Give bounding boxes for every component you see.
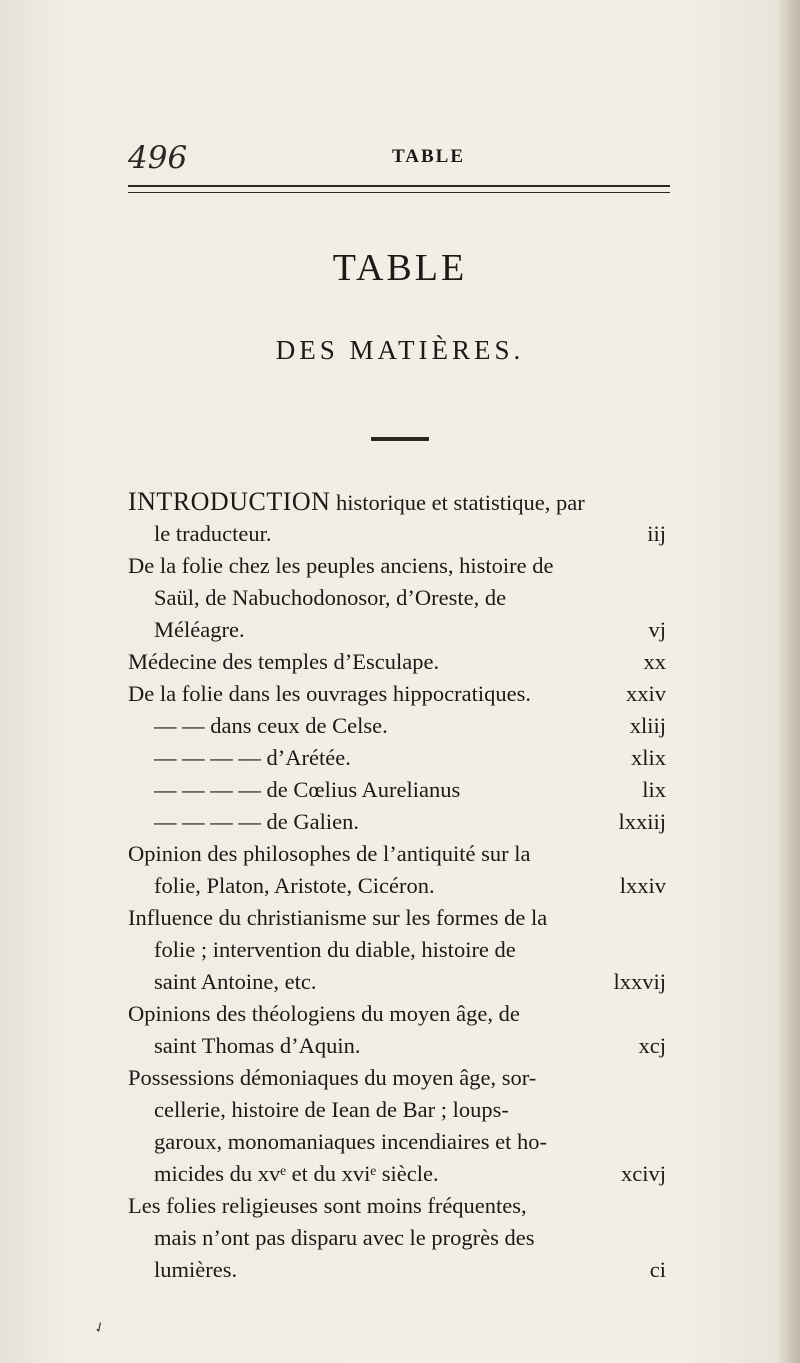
toc-entry-text: saint Thomas d’Aquin. (154, 1033, 361, 1058)
toc-entry-text: le traducteur. (154, 521, 272, 546)
toc-entry-text: — — — — d’Arétée. (154, 745, 351, 770)
toc-page-ref: lix (642, 777, 666, 802)
toc-entry (128, 742, 670, 774)
toc-entry (128, 1190, 670, 1222)
toc-entry-text: Opinion des philosophes de l’antiquité sur la (128, 841, 531, 866)
toc-entry (128, 1094, 670, 1126)
toc-entry-text: — — — — de Galien. (154, 809, 359, 834)
toc-entry-text: Médecine des temples d’Esculape. (128, 649, 440, 674)
toc-entry (128, 582, 670, 614)
table-of-contents (128, 486, 670, 1286)
toc-entry-text: De la folie chez les peuples anciens, histoire de (128, 553, 554, 578)
toc-entry-text: saint Antoine, etc. (154, 969, 317, 994)
toc-entry (128, 1222, 670, 1254)
toc-entry (128, 710, 670, 742)
toc-entry-text: cellerie, histoire de Iean de Bar ; loups- (154, 1097, 509, 1122)
toc-page-ref: xlix (630, 745, 666, 770)
toc-entry (128, 870, 670, 902)
toc-entry (128, 1158, 670, 1190)
toc-entry-text: mais n’ont pas disparu avec le progrès des (154, 1225, 535, 1250)
toc-page-ref: lxxiij (618, 809, 666, 834)
toc-page-ref: lxxiv (619, 873, 666, 898)
toc-entry-text: Possessions démoniaques du moyen âge, sor- (128, 1065, 537, 1090)
toc-entry (128, 646, 670, 678)
toc-entry (128, 1126, 670, 1158)
toc-entry-text: INTRODUCTION historique et statistique, par (128, 487, 585, 516)
toc-entry-text: Opinions des théologiens du moyen âge, de (128, 1001, 520, 1026)
toc-entry-text: micides du xvᵉ et du xviᵉ siècle. (154, 1161, 439, 1186)
toc-entry (128, 934, 670, 966)
toc-entry (128, 486, 670, 518)
toc-entry-text: — — dans ceux de Celse. (154, 713, 388, 738)
main-title: TABLE (332, 247, 468, 289)
toc-page-ref: xliij (629, 713, 666, 738)
toc-entry (128, 518, 670, 550)
double-rule-divider (128, 185, 670, 193)
short-rule-divider (371, 437, 429, 441)
toc-entry (128, 550, 670, 582)
page-edge-shadow (778, 0, 800, 1363)
toc-entry-text: garoux, monomaniaques incendiaires et ho- (154, 1129, 548, 1154)
toc-page-ref: ci (649, 1257, 666, 1282)
toc-entry (128, 774, 670, 806)
toc-page-ref: vj (648, 617, 666, 642)
toc-entry (128, 838, 670, 870)
toc-entry (128, 998, 670, 1030)
sub-title: DES MATIÈRES. (275, 335, 525, 365)
toc-entry-text: Les folies religieuses sont moins fréquentes, (128, 1193, 527, 1218)
toc-entry (128, 614, 670, 646)
ink-mark: ✓ (91, 1318, 109, 1338)
running-title: TABLE (392, 146, 466, 167)
toc-page-ref: lxxvij (613, 969, 666, 994)
toc-page-ref: xcj (638, 1033, 666, 1058)
toc-entry-text: Influence du christianisme sur les formes de la (128, 905, 548, 930)
toc-entry (128, 966, 670, 998)
toc-entry (128, 1030, 670, 1062)
toc-entry-text: De la folie dans les ouvrages hippocratiques. (128, 681, 532, 706)
toc-entry (128, 1062, 670, 1094)
toc-entry-text: lumières. (154, 1257, 238, 1282)
toc-entry (128, 678, 670, 710)
toc-entry-text: — — — — de Cœlius Aurelianus (154, 777, 461, 802)
toc-page-ref: xcivj (621, 1161, 666, 1186)
toc-entry (128, 1254, 670, 1286)
toc-entry-text: folie, Platon, Aristote, Cicéron. (154, 873, 435, 898)
page-number: 496 (128, 140, 188, 176)
toc-entry (128, 902, 670, 934)
toc-page-ref: xxiv (625, 681, 666, 706)
toc-entry-text: Saül, de Nabuchodonosor, d’Oreste, de (154, 585, 507, 610)
toc-entry-text: Méléagre. (154, 617, 245, 642)
toc-page-ref: iij (647, 521, 666, 546)
toc-page-ref: xx (643, 649, 666, 674)
toc-entry-text: folie ; intervention du diable, histoire de (154, 937, 516, 962)
toc-entry (128, 806, 670, 838)
